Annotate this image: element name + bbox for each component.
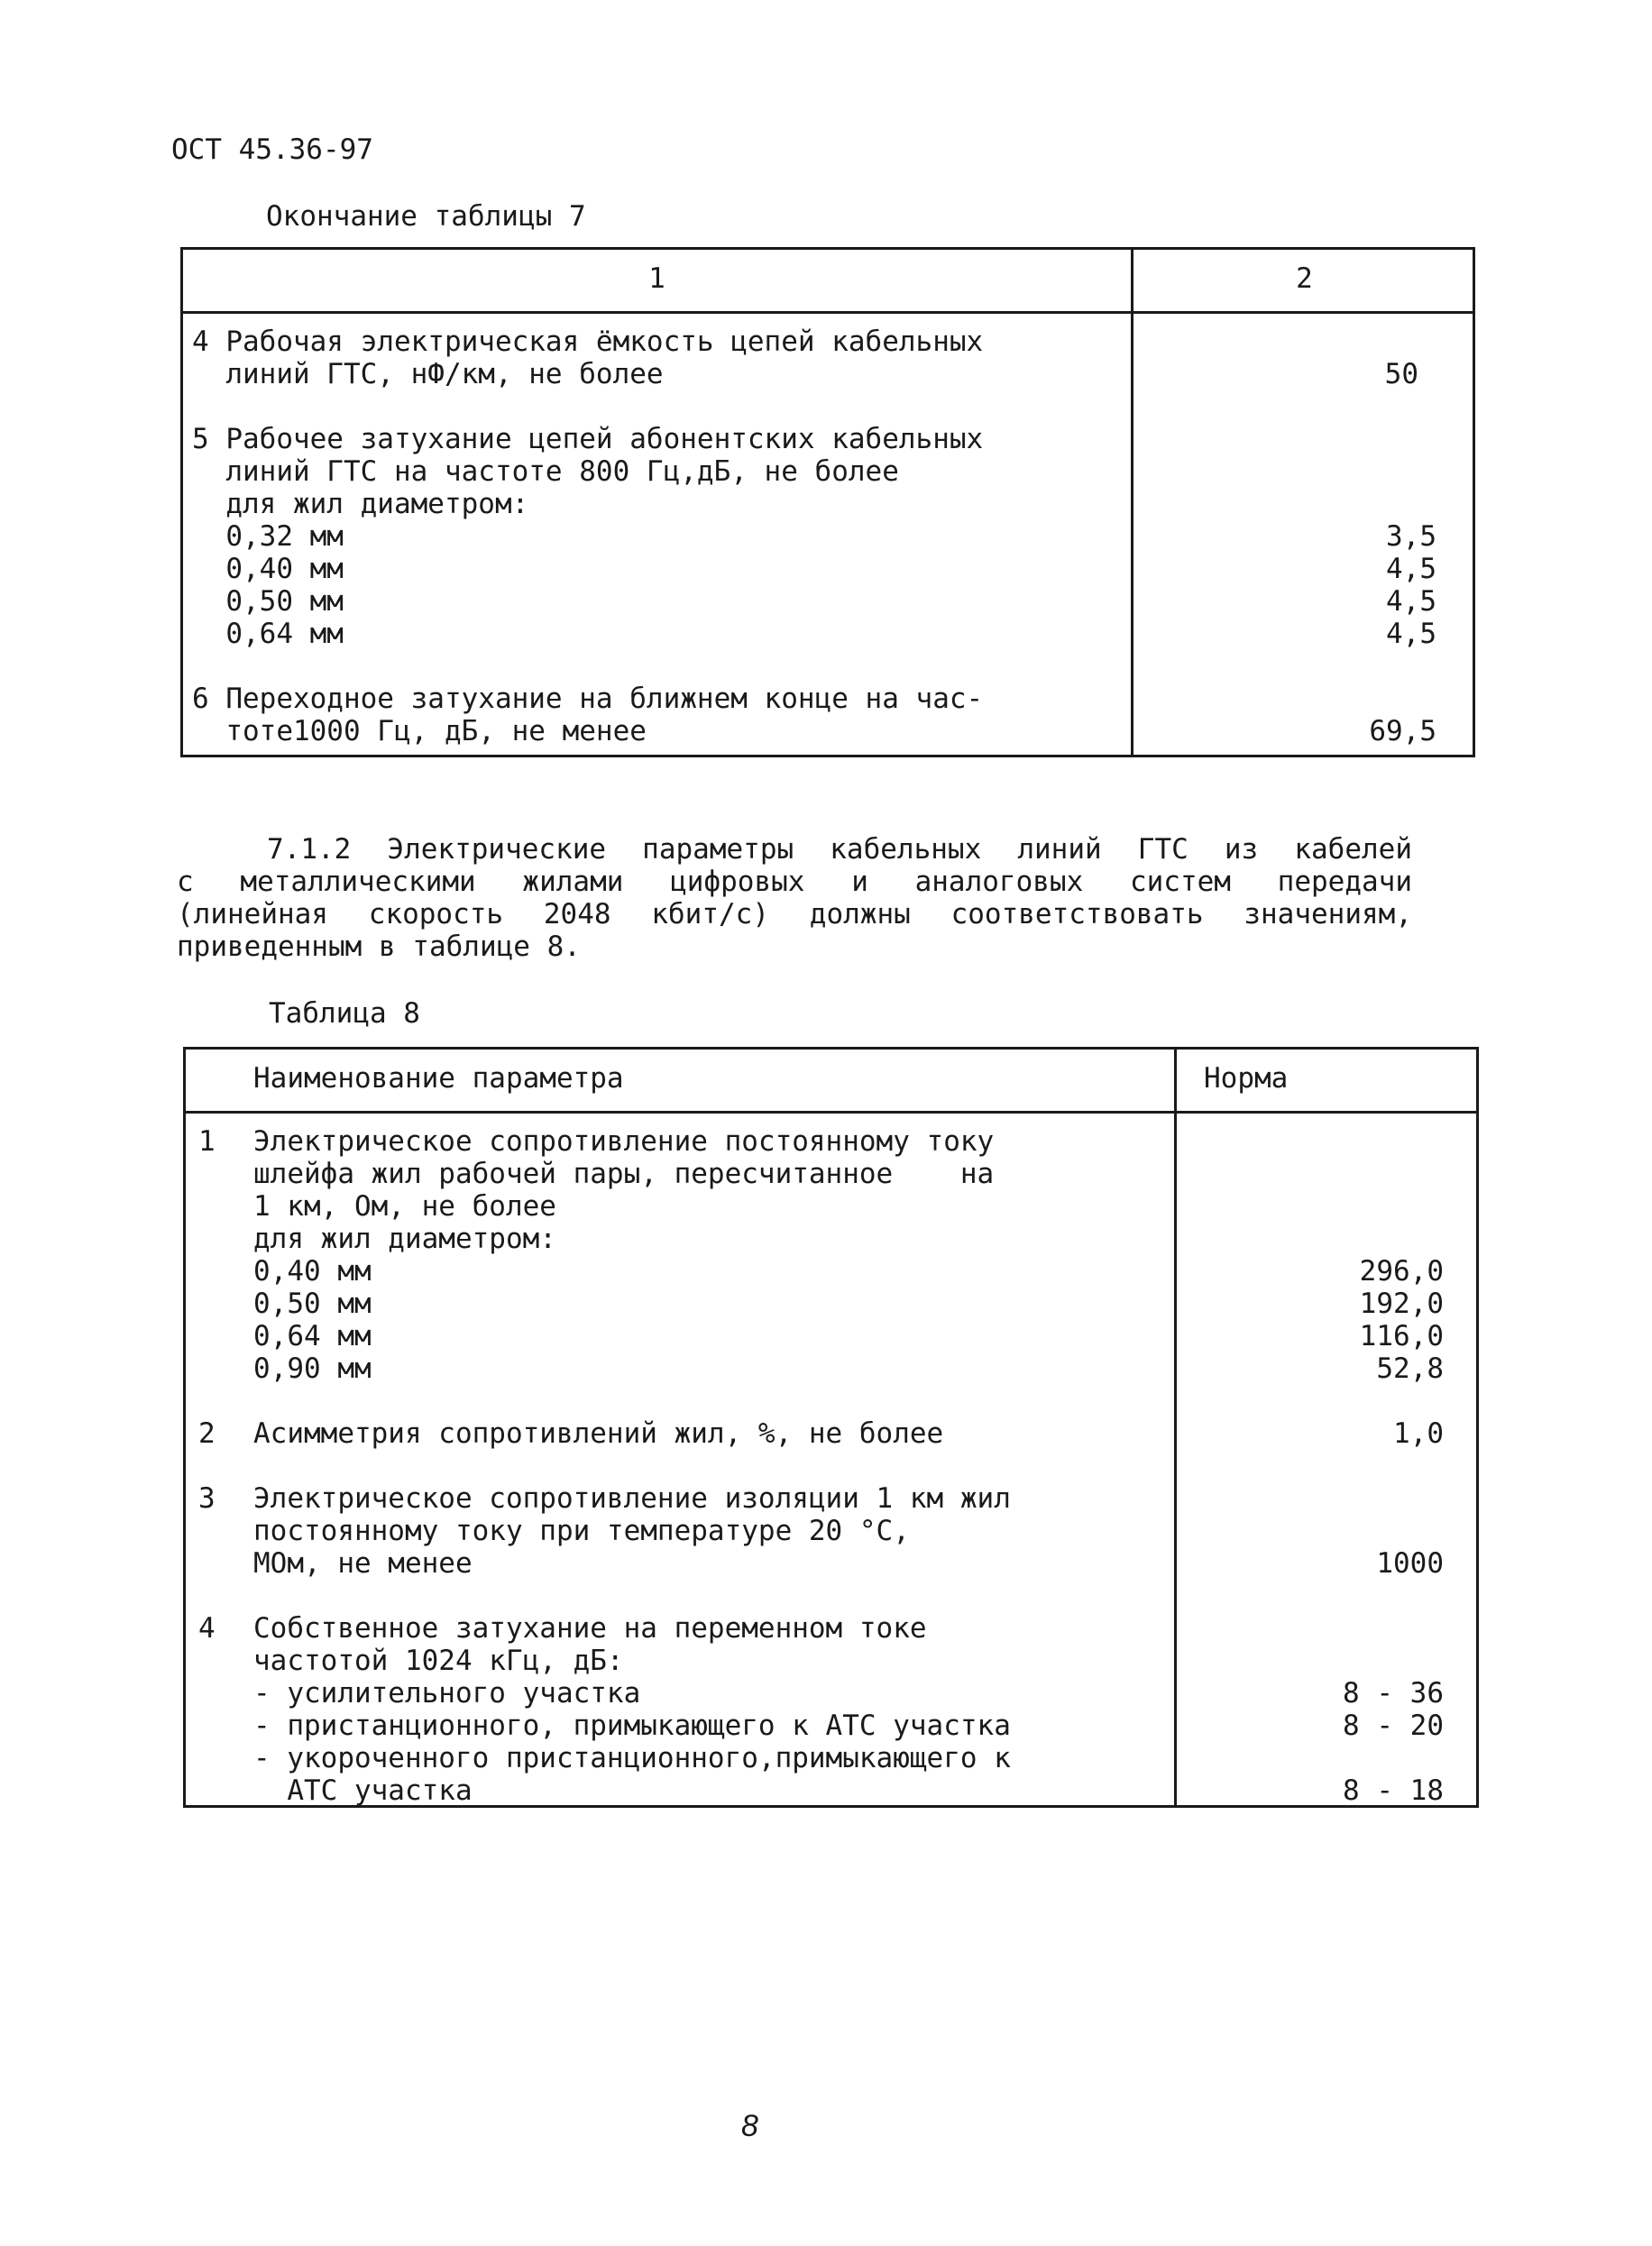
table8-row3-value — [1182, 1482, 1444, 1515]
table7-row2-line: 0,40 мм — [192, 553, 344, 585]
page-number: 8 — [741, 2109, 758, 2143]
table8-column-divider — [1174, 1050, 1177, 1805]
table8-header-divider — [186, 1111, 1476, 1114]
table8-row4-value: 8 - 18 — [1343, 1774, 1444, 1807]
table8-row4-value: 8 - 20 — [1343, 1710, 1444, 1742]
table8-row4-value — [1182, 1742, 1444, 1774]
table7-row3-line: тоте1000 Гц, дБ, не менее — [192, 715, 647, 747]
table7-row2-line: 5 Рабочее затухание цепей абонентских кабельных — [192, 423, 984, 455]
table8-row4-value — [1182, 1612, 1444, 1645]
table7-row2-value: 3,5 — [1386, 520, 1436, 553]
table8-value-column — [1182, 1125, 1444, 1807]
table8-row1-value: 296,0 — [1359, 1255, 1444, 1288]
table8-row1-value — [1182, 1158, 1444, 1190]
table7-param-column — [192, 325, 1121, 747]
table8-caption: Таблица 8 — [269, 997, 420, 1030]
table8-row4-line: частотой 1024 кГц, дБ: — [253, 1645, 624, 1677]
table8-row4-number: 4 — [198, 1612, 216, 1645]
table7-header-col1: 1 — [648, 262, 665, 295]
table8-row1-value — [1182, 1190, 1444, 1223]
table8-row1-line: Электрическое сопротивление постоянному току — [253, 1125, 995, 1158]
table8-row4-line: - усилительного участка — [253, 1677, 641, 1710]
table7 — [180, 247, 1475, 757]
table8-row3-value: 1000 — [1376, 1547, 1444, 1580]
table8-row1-line: для жил диаметром: — [253, 1223, 556, 1255]
paragraph-line: 7.1.2 Электрические параметры кабельных линий ГТС из кабелей — [267, 833, 1412, 866]
table7-row1-value: 50 — [1384, 358, 1418, 390]
table8-row1-value: 192,0 — [1359, 1288, 1444, 1320]
table8-row1-value: 116,0 — [1359, 1320, 1444, 1352]
table7-row2-value — [1139, 423, 1436, 455]
table8 — [183, 1047, 1479, 1808]
paragraph-7-1-2 — [177, 833, 1412, 963]
table8-row2-line: Асимметрия сопротивлений жил, %, не более — [253, 1417, 944, 1450]
table8-row2-value: 1,0 — [1393, 1417, 1444, 1450]
table7-row3-value — [1139, 683, 1436, 715]
document-code: ОСТ 45.36-97 — [171, 133, 373, 166]
table8-row1-line: шлейфа жил рабочей пары, пересчитанное на — [253, 1158, 995, 1190]
table7-row1-line: 4 Рабочая электрическая ёмкость цепей кабельных — [192, 325, 984, 358]
table7-row2-value: 4,5 — [1386, 618, 1436, 650]
table7-row2-line: 0,32 мм — [192, 520, 344, 553]
table8-row1-line: 1 км, Ом, не более — [253, 1190, 556, 1223]
paragraph-line: с металлическими жилами цифровых и аналоговых систем передачи — [177, 866, 1412, 898]
table8-row3-line: МОм, не менее — [253, 1547, 473, 1580]
table8-row4-line: Собственное затухание на переменном токе — [253, 1612, 927, 1645]
table7-row3-line: 6 Переходное затухание на ближнем конце на час- — [192, 683, 984, 715]
table7-row2-value — [1139, 488, 1436, 520]
table8-row1-value — [1182, 1223, 1444, 1255]
table8-row4-value: 8 - 36 — [1343, 1677, 1444, 1710]
table7-row2-line: 0,64 мм — [192, 618, 344, 650]
table8-row1-line: 0,50 мм — [253, 1288, 372, 1320]
table7-row3-value: 69,5 — [1369, 715, 1436, 747]
table7-header-divider — [183, 311, 1473, 314]
table8-row4-line: - пристанционного, примыкающего к АТС участка — [253, 1710, 1011, 1742]
table8-row4-line: - укороченного пристанционного,примыкающего к — [253, 1742, 1011, 1774]
table7-row2-value — [1139, 455, 1436, 488]
table7-value-column — [1139, 325, 1436, 747]
table8-row3-line: Электрическое сопротивление изоляции 1 км жил — [253, 1482, 1011, 1515]
table8-row1-value: 52,8 — [1376, 1352, 1444, 1385]
table8-row1-line: 0,90 мм — [253, 1352, 372, 1385]
table7-header-col2: 2 — [1296, 262, 1313, 295]
table8-row3-value — [1182, 1515, 1444, 1547]
table7-row2-value: 4,5 — [1386, 585, 1436, 618]
table8-row3-number: 3 — [198, 1482, 216, 1515]
table8-header-norm: Норма — [1204, 1062, 1289, 1095]
table8-row1-line: 0,40 мм — [253, 1255, 372, 1288]
table7-column-divider — [1131, 250, 1133, 755]
table7-row1-line: линий ГТС, нФ/км, не более — [192, 358, 664, 390]
table8-row4-line: АТС участка — [253, 1774, 473, 1807]
table7-row2-value: 4,5 — [1386, 553, 1436, 585]
table7-row2-line: 0,50 мм — [192, 585, 344, 618]
paragraph-line: приведенным в таблице 8. — [177, 930, 581, 963]
table7-caption: Окончание таблицы 7 — [266, 200, 586, 233]
table7-row2-line: линий ГТС на частоте 800 Гц,дБ, не более — [192, 455, 899, 488]
table8-row3-line: постоянному току при температуре 20 °С, — [253, 1515, 910, 1547]
table8-header-param: Наименование параметра — [253, 1062, 624, 1095]
table8-number-column — [198, 1125, 248, 1645]
table7-row2-line: для жил диаметром: — [192, 488, 529, 520]
table8-row1-number: 1 — [198, 1125, 216, 1158]
table8-param-column — [253, 1125, 1169, 1807]
paragraph-line: (линейная скорость 2048 кбит/с) должны соответствовать значениям, — [177, 898, 1412, 930]
table8-row4-value — [1182, 1645, 1444, 1677]
table8-row2-number: 2 — [198, 1417, 216, 1450]
table8-row1-line: 0,64 мм — [253, 1320, 372, 1352]
table7-row1-value — [1139, 325, 1436, 358]
table8-row1-value — [1182, 1125, 1444, 1158]
